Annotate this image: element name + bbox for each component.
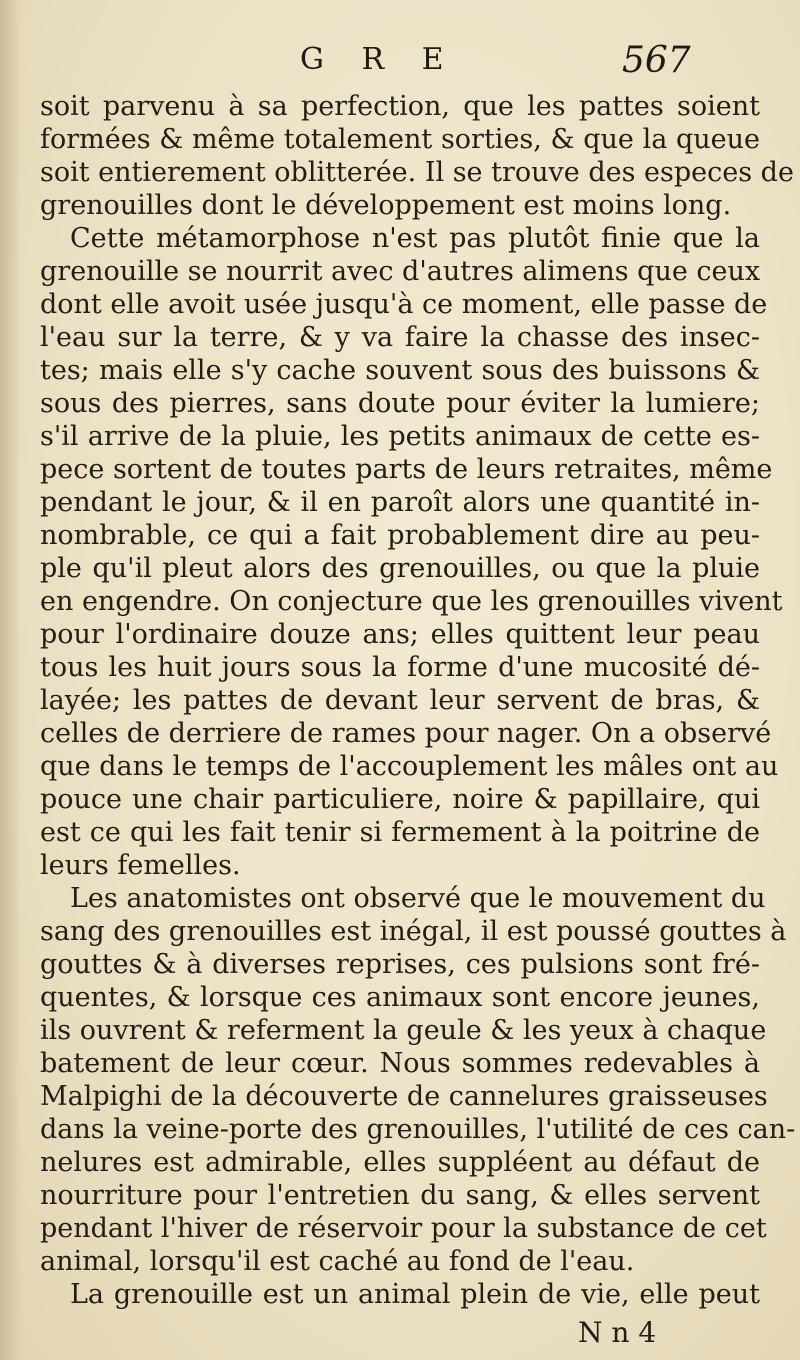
text-line: grenouilles dont le développement est moins long.	[40, 190, 732, 221]
text-line: pendant l'hiver de réservoir pour la substance de cet	[40, 1213, 767, 1244]
text-line: animal, lorsqu'il est caché au fond de l'eau.	[40, 1246, 635, 1277]
text-line: celles de derriere de rames pour nager. On a observé	[40, 718, 772, 749]
text-line: pour l'ordinaire douze ans; elles quittent leur peau	[40, 619, 760, 650]
text-line: sang des grenouilles est inégal, il est poussé gouttes à	[40, 916, 787, 947]
text-line: ils ouvrent & referment la geule & les yeux à chaque	[40, 1015, 767, 1046]
running-head: G R E	[300, 42, 458, 77]
text-line: pendant le jour, & il en paroît alors une quantité in-	[40, 487, 760, 518]
text-line: s'il arrive de la pluie, les petits animaux de cette es-	[40, 421, 760, 452]
text-line: batement de leur cœur. Nous sommes redevables à	[40, 1048, 760, 1079]
text-line: Cette métamorphose n'est pas plutôt finie que la	[70, 223, 760, 254]
text-line: nelures est admirable, elles suppléent au défaut de	[40, 1147, 760, 1178]
text-line: est ce qui les fait tenir si fermement à la poitrine de	[40, 817, 760, 848]
text-line: La grenouille est un animal plein de vie, elle peut	[70, 1279, 760, 1310]
text-line: tes; mais elle s'y cache souvent sous des buissons &	[40, 355, 760, 386]
text-line: l'eau sur la terre, & y va faire la chasse des insec-	[40, 322, 760, 353]
text-line: layée; les pattes de devant leur servent de bras, &	[40, 685, 760, 716]
text-line: dont elle avoit usée jusqu'à ce moment, elle passe de	[40, 289, 768, 320]
text-line: nombrable, ce qui a fait probablement dire au peu-	[40, 520, 760, 551]
page-gutter-shadow	[0, 0, 22, 1360]
text-line: soit parvenu à sa perfection, que les pattes soient	[40, 91, 760, 122]
text-line: quentes, & lorsque ces animaux sont encore jeunes,	[40, 982, 760, 1013]
text-line: Les anatomistes ont observé que le mouvement du	[70, 883, 766, 914]
text-line: formées & même totalement sorties, & que la queue	[40, 124, 760, 155]
page-header	[0, 38, 800, 88]
text-line: tous les huit jours sous la forme d'une mucosité dé-	[40, 652, 760, 683]
page-number: 567	[622, 40, 691, 81]
text-line: nourriture pour l'entretien du sang, & elles servent	[40, 1180, 760, 1211]
text-line: Malpighi de la découverte de cannelures graisseuses	[40, 1081, 768, 1112]
text-line: ple qu'il pleut alors des grenouilles, ou que la pluie	[40, 553, 760, 584]
text-line: gouttes & à diverses reprises, ces pulsions sont fré-	[40, 949, 760, 980]
text-line: sous des pierres, sans doute pour éviter la lumiere;	[40, 388, 760, 419]
text-line: pouce une chair particuliere, noire & papillaire, qui	[40, 784, 760, 815]
text-line: dans la veine-porte des grenouilles, l'utilité de ces can-	[40, 1114, 796, 1145]
text-line: grenouille se nourrit avec d'autres alimens que ceux	[40, 256, 761, 287]
text-line: en engendre. On conjecture que les grenouilles vivent	[40, 586, 783, 617]
text-line: leurs femelles.	[40, 850, 241, 881]
text-line: soit entierement oblitterée. Il se trouve des especes de	[40, 157, 794, 188]
text-line: que dans le temps de l'accouplement les mâles ont au	[40, 751, 779, 782]
text-line: pece sortent de toutes parts de leurs retraites, même	[40, 454, 773, 485]
signature-mark: N n 4	[578, 1316, 657, 1349]
